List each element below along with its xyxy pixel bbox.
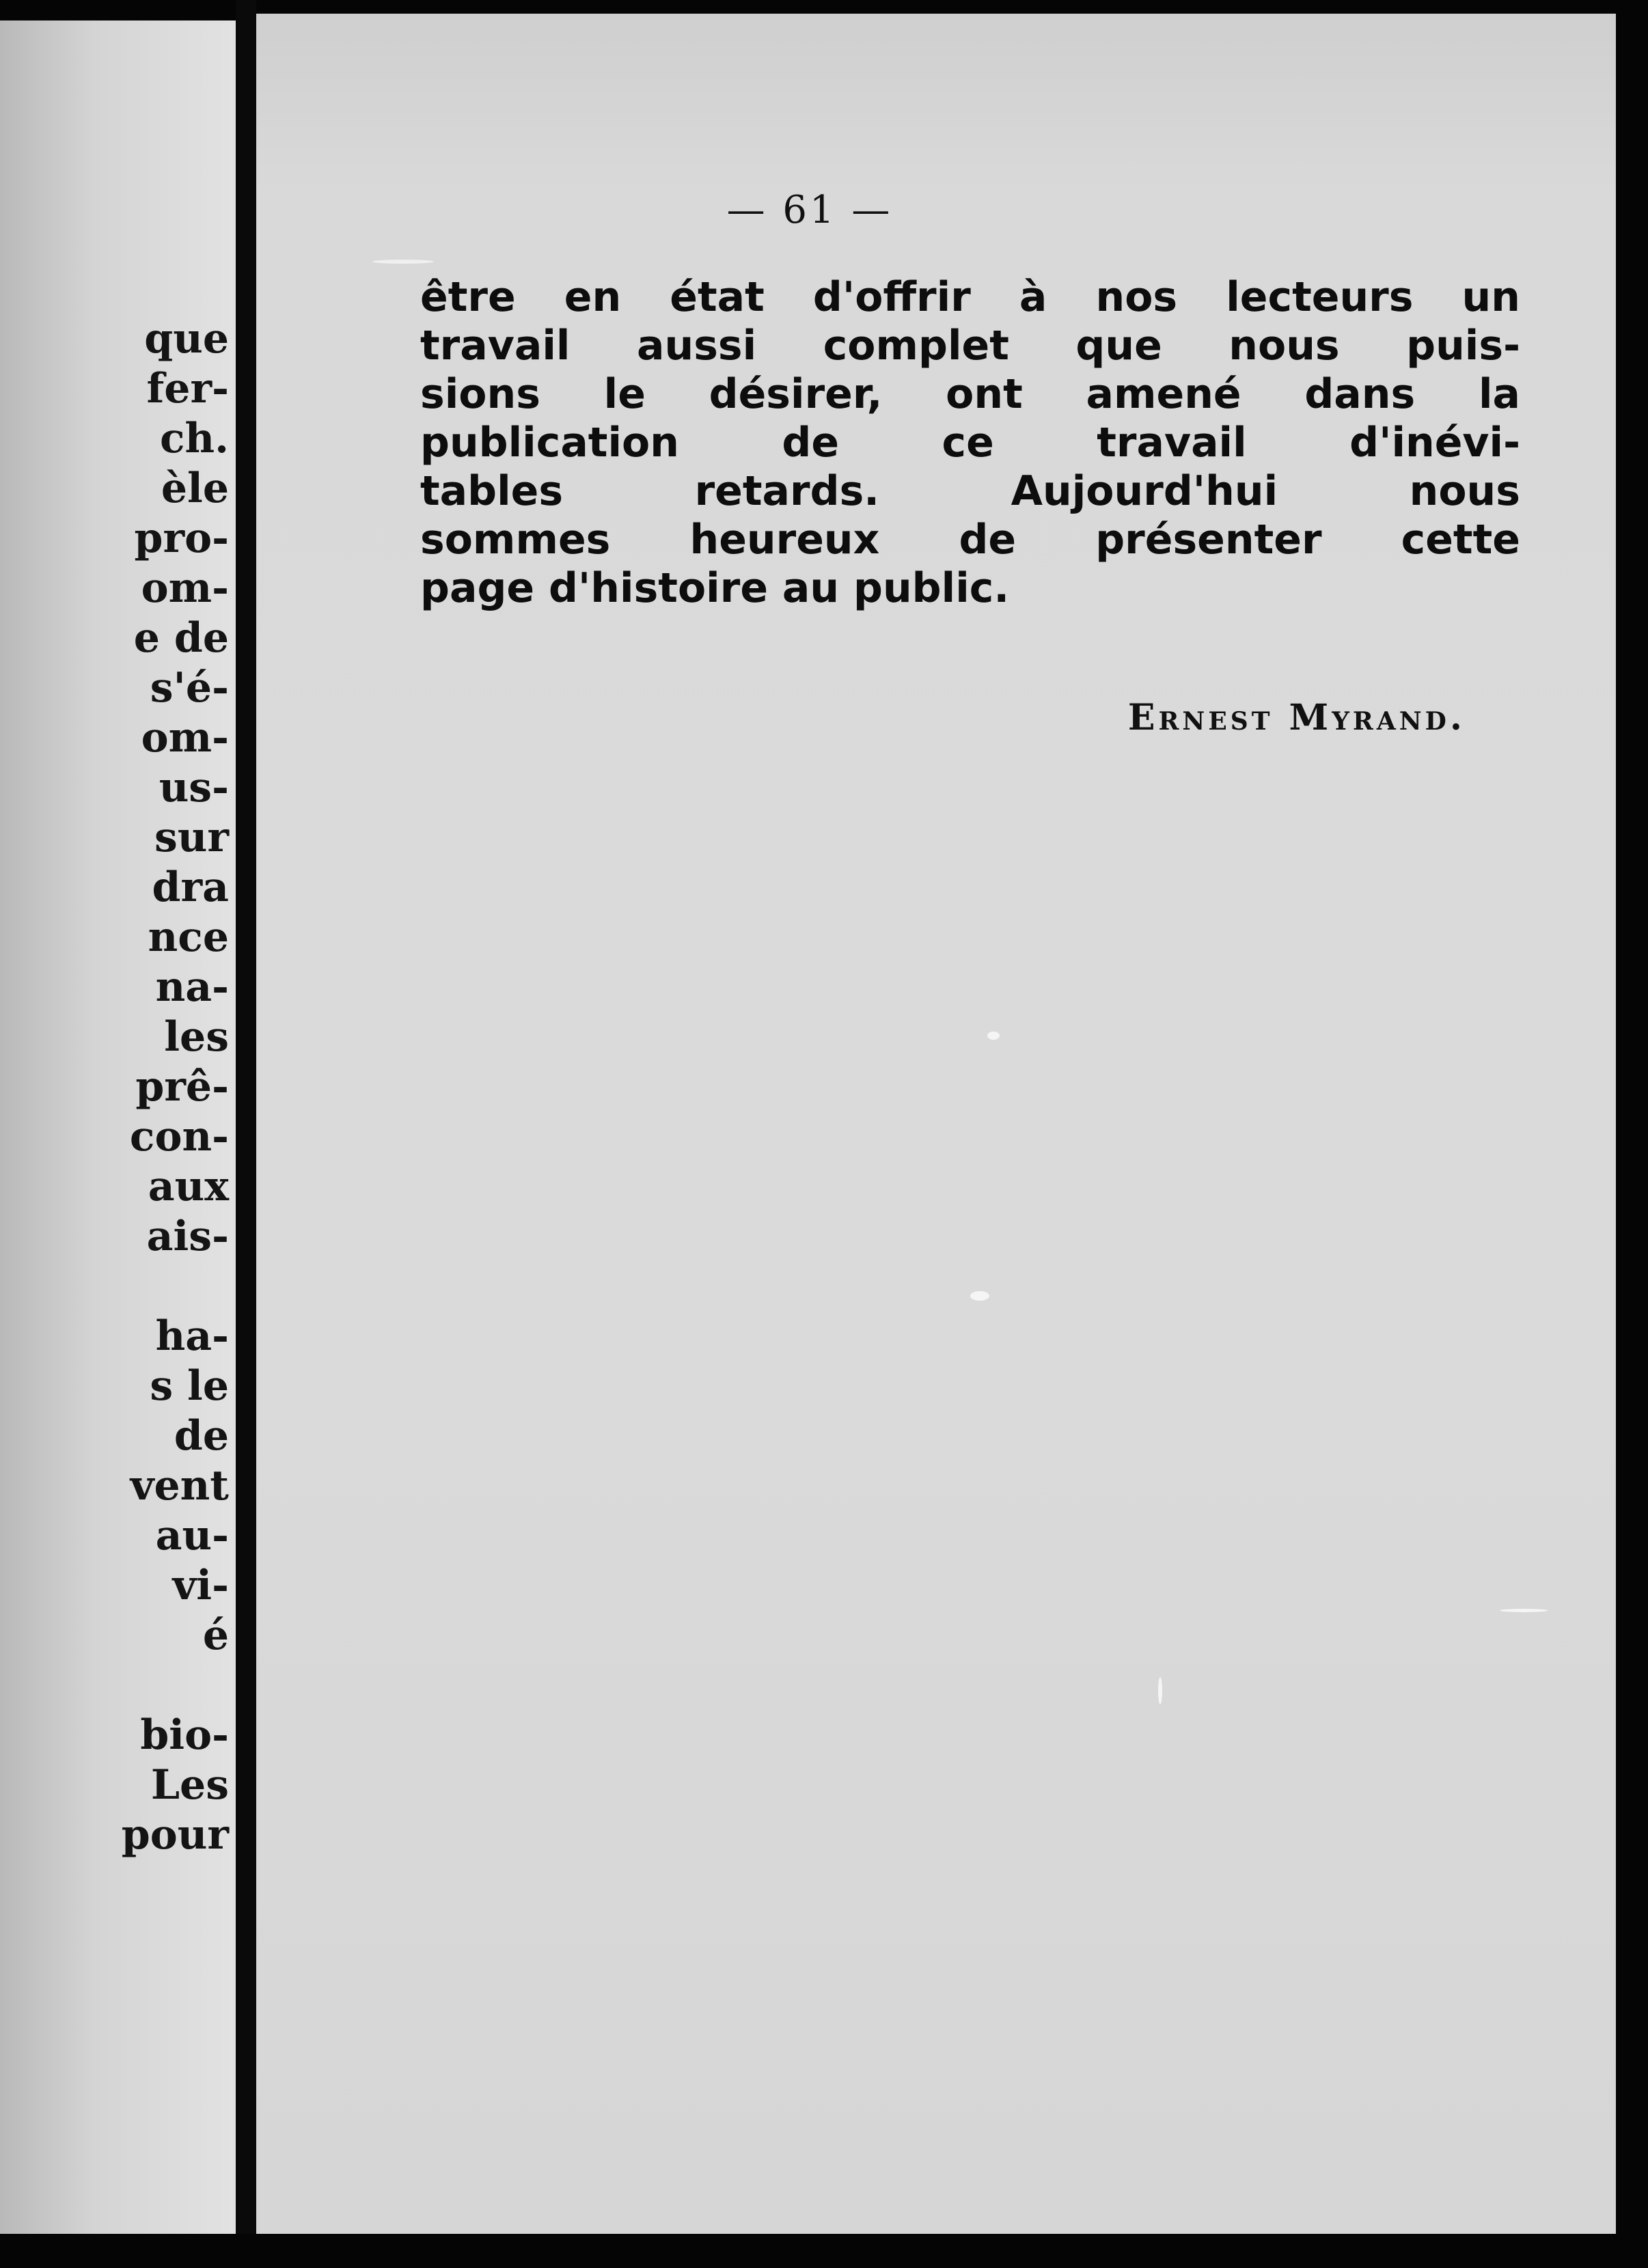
left-page-line: ha- <box>155 1312 229 1360</box>
left-page-line: nce <box>148 913 229 961</box>
left-page-line: de <box>174 1412 229 1460</box>
left-page-line: con- <box>129 1113 229 1161</box>
left-page-line: au- <box>155 1512 229 1560</box>
left-page-line: om- <box>141 714 229 762</box>
left-page-line: s'é- <box>150 664 229 712</box>
right-page <box>256 14 1616 2234</box>
left-page-line: fer- <box>146 365 229 413</box>
left-page-line: ch. <box>159 415 229 462</box>
scan-border <box>0 2234 1648 2268</box>
left-page-line: aux <box>148 1163 229 1211</box>
left-page-line: bio- <box>140 1711 229 1759</box>
left-page-line: les <box>164 1013 229 1061</box>
left-page-line: pour <box>121 1811 229 1859</box>
left-page-line: dra <box>152 863 229 911</box>
left-page-line: èle <box>161 465 229 512</box>
left-page-line: sur <box>154 814 229 861</box>
paragraph-line: être en état d'offrir à nos lecteurs un <box>420 273 1520 321</box>
paragraph-line: publication de ce travail d'inévi- <box>420 419 1520 467</box>
page-gutter <box>236 0 256 2268</box>
left-page-line: pro- <box>134 514 229 562</box>
paragraph-line: page d'histoire au public. <box>420 564 1010 612</box>
left-page-line: s le <box>150 1362 229 1410</box>
left-page-line: Les <box>150 1761 229 1809</box>
left-page-line: vent <box>130 1462 229 1510</box>
left-page-line: prê- <box>135 1063 229 1111</box>
left-page-line: us- <box>159 764 229 812</box>
author-signature: Ernest Myrand. <box>1127 697 1466 738</box>
paragraph-line: sommes heureux de présenter cette <box>420 516 1520 564</box>
left-page-line: que <box>144 315 229 363</box>
paragraph <box>420 273 1520 613</box>
left-page-line: na- <box>155 963 229 1011</box>
left-page-line: om- <box>141 564 229 612</box>
left-facing-page <box>0 20 236 2268</box>
paragraph-line: tables retards. Aujourd'hui nous <box>420 467 1520 515</box>
left-page-line: ais- <box>146 1213 229 1260</box>
left-page-line: é <box>202 1612 229 1659</box>
left-page-line: vi- <box>172 1562 229 1609</box>
left-page-line: e de <box>133 614 229 662</box>
page-number: — 61 — <box>726 188 893 232</box>
paragraph-line: travail aussi complet que nous puis- <box>420 322 1520 370</box>
paragraph-line: sions le désirer, ont amené dans la <box>420 370 1520 418</box>
